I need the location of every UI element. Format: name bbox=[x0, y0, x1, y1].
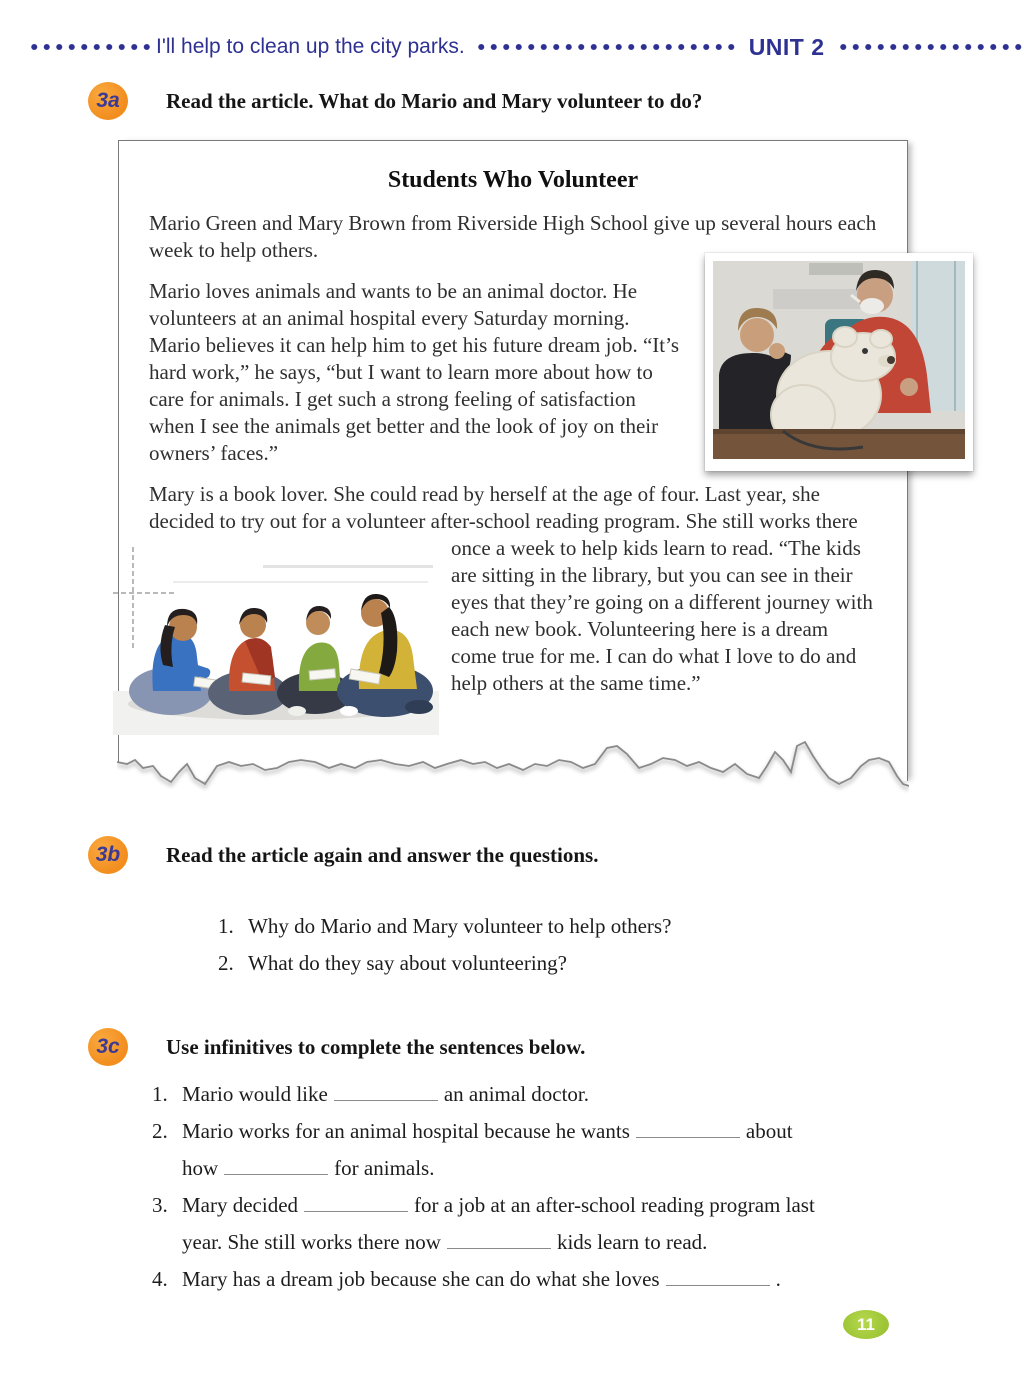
section-3c-instruction: Use infinitives to complete the sentences below. bbox=[166, 1035, 586, 1059]
exercise-number: 2. bbox=[152, 1119, 168, 1143]
section-3a-badge: 3a bbox=[88, 82, 128, 120]
sentence-segment: year. She still works there now bbox=[182, 1230, 441, 1254]
answer-blank[interactable] bbox=[224, 1159, 328, 1175]
torn-paper-edge bbox=[117, 726, 909, 806]
sentence-segment: Mary decided bbox=[182, 1193, 299, 1217]
sentence-segment: Mary has a dream job because she can do what she loves bbox=[182, 1267, 660, 1291]
sentence-segment: kids learn to read. bbox=[556, 1230, 708, 1254]
section-3b-instruction: Read the article again and answer the questions. bbox=[166, 843, 599, 867]
exercise-sentence bbox=[182, 1113, 1000, 1187]
dotted-rule bbox=[475, 32, 737, 62]
unit-label: UNIT 2 bbox=[748, 33, 825, 60]
sentence-segment: about bbox=[745, 1119, 793, 1143]
exercise-number: 3. bbox=[152, 1193, 168, 1217]
students-reading-photo bbox=[113, 541, 439, 735]
answer-blank[interactable] bbox=[334, 1085, 438, 1101]
answer-blank[interactable] bbox=[304, 1196, 408, 1212]
paragraph-mary-rest: She still works there once a week to help kids learn to read. “The kids are sitting in the library, but you can see in their eyes that they’re going on a different journey with each new book. Volunteering here is a dream come true for me. I can do what I love to do and help others at the same time.” bbox=[451, 509, 873, 695]
question-text: What do they say about volunteering? bbox=[248, 951, 567, 975]
section-3b-header bbox=[88, 836, 598, 874]
page-header bbox=[0, 30, 1024, 64]
question-number: 2. bbox=[218, 951, 234, 975]
article-paragraph-mary bbox=[149, 481, 877, 737]
sentence-segment: . bbox=[775, 1267, 781, 1291]
sentence-segment: Mario would like bbox=[182, 1082, 328, 1106]
dotted-rule bbox=[28, 32, 154, 62]
exercise-number: 1. bbox=[152, 1082, 168, 1106]
article-title: Students Who Volunteer bbox=[387, 167, 639, 193]
page-number-badge: 11 bbox=[843, 1310, 889, 1339]
exercise-list bbox=[152, 1076, 1000, 1298]
question-number: 1. bbox=[218, 914, 234, 938]
sentence-segment: for a job at an after-school reading program last bbox=[414, 1193, 815, 1217]
exercise-sentence bbox=[182, 1187, 1000, 1261]
section-3b-badge: 3b bbox=[88, 836, 128, 874]
paragraph-mary-start: Mary is a book lover. She could read by herself at the age of four. Last year, she decided to try out for a volunteer after-school reading program. bbox=[149, 482, 820, 533]
exercise-item bbox=[152, 1261, 1000, 1298]
exercise-item bbox=[152, 1187, 1000, 1261]
question-item bbox=[218, 945, 671, 982]
section-3a-header bbox=[88, 82, 702, 120]
lesson-title: I'll help to clean up the city parks. bbox=[156, 35, 465, 58]
exercise-item bbox=[152, 1113, 1000, 1187]
sentence-segment: Mario works for an animal hospital because he wants bbox=[182, 1119, 630, 1143]
article-paragraph-intro: Mario Green and Mary Brown from Riverside High School give up several hours each week to help others. bbox=[149, 211, 877, 262]
article-box bbox=[118, 140, 908, 781]
question-item bbox=[218, 908, 671, 945]
section-3c-header bbox=[88, 1028, 585, 1066]
exercise-sentence bbox=[182, 1261, 1000, 1298]
article-paragraph-mario: Mario loves animals and wants to be an animal doctor. He volunteers at an animal hospital every Saturday morning. Mario believes it can help him to get his future dream job. “It’s hard work,” he says, “but I want to learn more about how to care for animals. I get such a strong feeling of satisfaction when I see the animals get better and the look of joy on their owners’ faces.” bbox=[149, 279, 680, 465]
sentence-segment: how bbox=[182, 1156, 219, 1180]
question-list bbox=[218, 908, 671, 982]
sentence-segment: an animal doctor. bbox=[443, 1082, 590, 1106]
answer-blank[interactable] bbox=[636, 1122, 740, 1138]
exercise-sentence bbox=[182, 1076, 1000, 1113]
section-3a-instruction: Read the article. What do Mario and Mary volunteer to do? bbox=[166, 89, 703, 113]
sentence-segment: for animals. bbox=[334, 1156, 435, 1180]
answer-blank[interactable] bbox=[666, 1270, 770, 1286]
dotted-rule bbox=[837, 32, 1024, 62]
question-text: Why do Mario and Mary volunteer to help others? bbox=[248, 914, 672, 938]
exercise-number: 4. bbox=[152, 1267, 168, 1291]
section-3c-badge: 3c bbox=[88, 1028, 128, 1066]
answer-blank[interactable] bbox=[447, 1233, 551, 1249]
exercise-item bbox=[152, 1076, 1000, 1113]
vet-examining-dog-photo bbox=[705, 253, 973, 471]
